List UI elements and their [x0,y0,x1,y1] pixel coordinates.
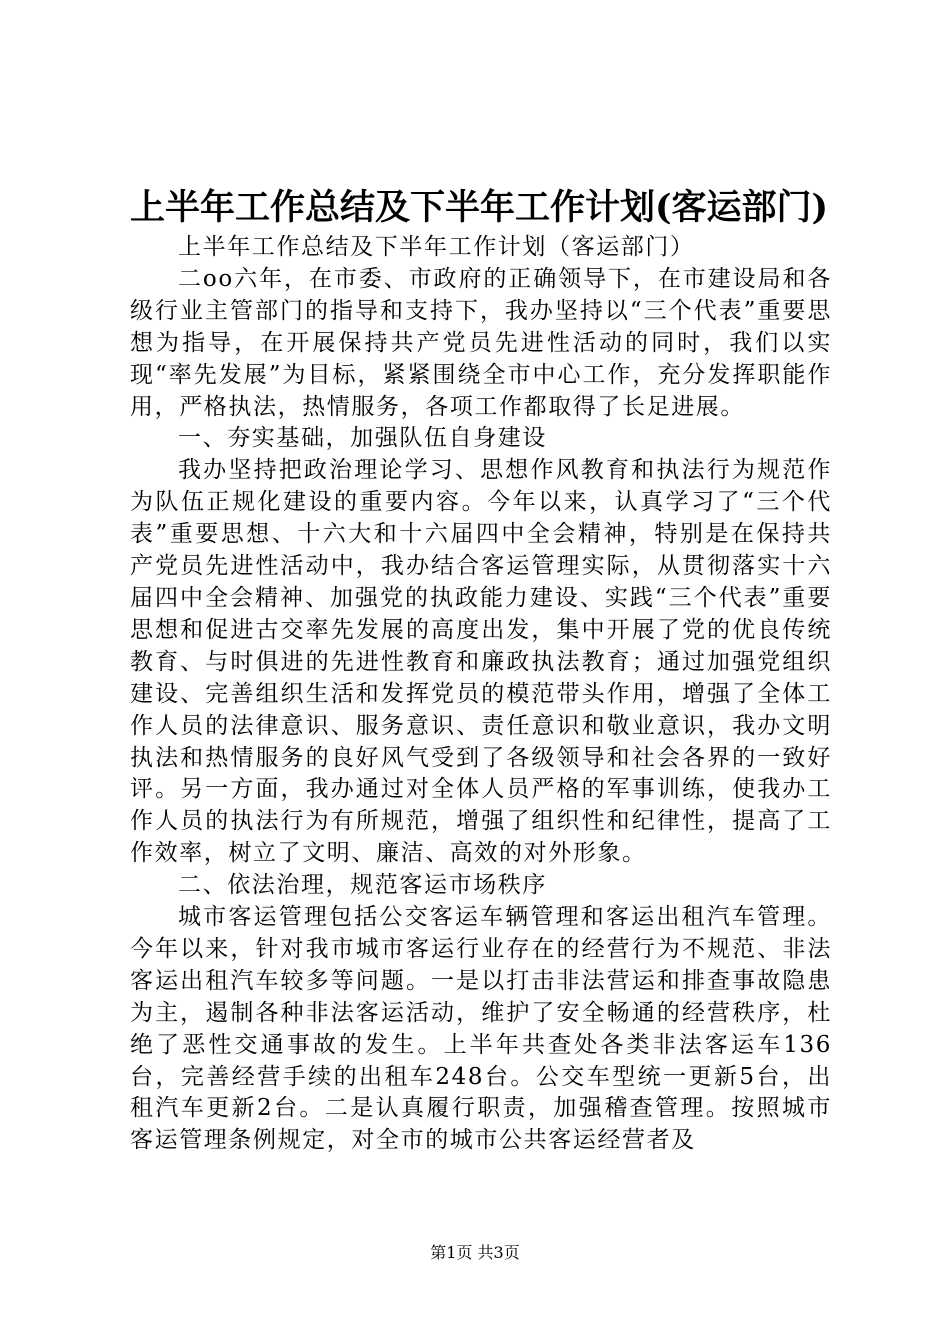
section-heading: 二、依法治理，规范客运市场秩序 [178,872,547,899]
document-body [130,232,832,1157]
body-paragraph: 二oo六年，在市委、市政府的正确领导下，在市建设局和各级行业主管部门的指导和支持下，我办坚持以“三个代表”重要思想为指导，在开展保持共产党员先进性活动的同时，我们以实现“率先发展”为目标，紧紧围绕全市中心工作，充分发挥职能作用，严格执法，热情服务，各项工作都取得了长足进展。 [130,265,832,420]
document-title: 上半年工作总结及下半年工作计划(客运部门) [130,187,829,228]
page-footer: 第1页 共3页 [430,1243,520,1262]
section-heading: 一、夯实基础，加强队伍自身建设 [178,425,547,452]
body-paragraph: 上半年工作总结及下半年工作计划（客运部门） [178,234,695,260]
body-paragraph: 城市客运管理包括公交客运车辆管理和客运出租汽车管理。今年以来，针对我市城市客运行业存在的经营行为不规范、非法客运出租汽车较多等问题。一是以打击非法营运和排查事故隐患为主，遏制各种非法客运活动，维护了安全畅通的经营秩序，杜绝了恶性交通事故的发生。上半年共查处各类非法客运车136台，完善经营手续的出租车248台。公交车型统一更新5台，出租汽车更新2台。二是认真履行职责，加强稽查管理。按照城市客运管理条例规定，对全市的城市公共客运经营者及 [130,904,832,1154]
body-paragraph: 我办坚持把政治理论学习、思想作风教育和执法行为规范作为队伍正规化建设的重要内容。今年以来，认真学习了“三个代表”重要思想、十六大和十六届四中全会精神，特别是在保持共产党员先进性活动中，我办结合客运管理实际，从贯彻落实十六届四中全会精神、加强党的执政能力建设、实践“三个代表”重要思想和促进古交率先发展的高度出发，集中开展了党的优良传统教育、与时俱进的先进性教育和廉政执法教育；通过加强党组织建设、完善组织生活和发挥党员的模范带头作用，增强了全体工作人员的法律意识、服务意识、责任意识和敬业意识，我办文明执法和热情服务的良好风气受到了各级领导和社会各界的一致好评。另一方面，我办通过对全体人员严格的军事训练，使我办工作人员的执法行为有所规范，增强了组织性和纪律性，提高了工作效率，树立了文明、廉洁、高效的对外形象。 [130,457,832,867]
